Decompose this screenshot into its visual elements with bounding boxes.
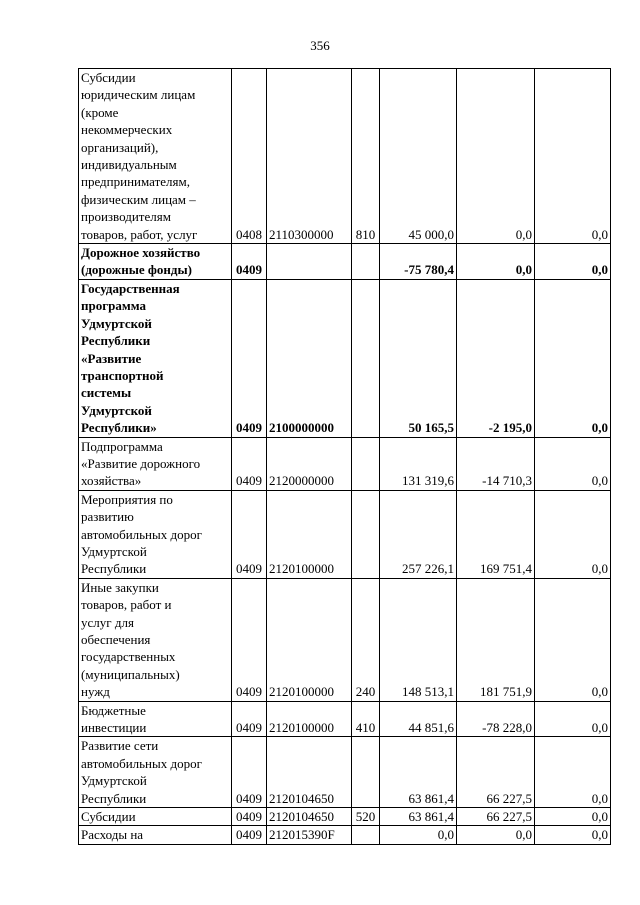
amount-2-cell: 0,0 — [457, 826, 535, 844]
expense-type-cell — [352, 279, 380, 437]
row-name-cell: Развитие сети автомобильных дорог Удмуртской Республики — [79, 737, 232, 808]
target-code-cell: 2120000000 — [267, 437, 352, 490]
amount-2-cell: 66 227,5 — [457, 808, 535, 826]
table-row — [79, 244, 611, 280]
amount-1-cell: 45 000,0 — [380, 69, 457, 244]
amount-3-cell: 0,0 — [535, 244, 611, 280]
table-row — [79, 737, 611, 808]
row-name-cell: Субсидии юридическим лицам (кроме некоммерческих организаций), индивидуальным предпринимателям, физическим лицам – производителям товаров, работ, услуг — [79, 69, 232, 244]
amount-3-cell: 0,0 — [535, 737, 611, 808]
table-row — [79, 490, 611, 578]
expense-type-cell — [352, 244, 380, 280]
amount-1-cell: 63 861,4 — [380, 808, 457, 826]
row-name-cell: Расходы на — [79, 826, 232, 844]
amount-3-cell: 0,0 — [535, 701, 611, 737]
expense-type-cell — [352, 490, 380, 578]
table-row — [79, 437, 611, 490]
row-name-cell: Бюджетные инвестиции — [79, 701, 232, 737]
table-row — [79, 578, 611, 701]
amount-3-cell: 0,0 — [535, 808, 611, 826]
target-code-cell: 2120100000 — [267, 490, 352, 578]
amount-2-cell: -14 710,3 — [457, 437, 535, 490]
target-code-cell: 2100000000 — [267, 279, 352, 437]
target-code-cell: 2120100000 — [267, 701, 352, 737]
expense-type-cell — [352, 437, 380, 490]
table-row — [79, 826, 611, 844]
section-code-cell: 0409 — [232, 578, 267, 701]
amount-1-cell: 0,0 — [380, 826, 457, 844]
table-row — [79, 279, 611, 437]
row-name-cell: Государственная программа Удмуртской Республики «Развитие транспортной системы Удмуртской Республики» — [79, 279, 232, 437]
target-code-cell — [267, 244, 352, 280]
amount-2-cell: -2 195,0 — [457, 279, 535, 437]
section-code-cell: 0409 — [232, 279, 267, 437]
table-row — [79, 69, 611, 244]
expense-type-cell: 520 — [352, 808, 380, 826]
expense-type-cell — [352, 737, 380, 808]
target-code-cell: 2120104650 — [267, 737, 352, 808]
amount-3-cell: 0,0 — [535, 437, 611, 490]
amount-1-cell: 63 861,4 — [380, 737, 457, 808]
budget-table — [78, 68, 611, 845]
table-row — [79, 701, 611, 737]
amount-1-cell: 131 319,6 — [380, 437, 457, 490]
amount-2-cell: 0,0 — [457, 244, 535, 280]
table-row — [79, 808, 611, 826]
row-name-cell: Иные закупки товаров, работ и услуг для обеспечения государственных (муниципальных) нужд — [79, 578, 232, 701]
amount-1-cell: 44 851,6 — [380, 701, 457, 737]
section-code-cell: 0409 — [232, 737, 267, 808]
section-code-cell: 0409 — [232, 437, 267, 490]
row-name-cell: Дорожное хозяйство (дорожные фонды) — [79, 244, 232, 280]
expense-type-cell: 810 — [352, 69, 380, 244]
section-code-cell: 0409 — [232, 490, 267, 578]
amount-3-cell: 0,0 — [535, 69, 611, 244]
amount-2-cell: 181 751,9 — [457, 578, 535, 701]
target-code-cell: 2110300000 — [267, 69, 352, 244]
page-number: 356 — [310, 38, 330, 53]
target-code-cell: 2120104650 — [267, 808, 352, 826]
section-code-cell: 0409 — [232, 701, 267, 737]
amount-1-cell: 148 513,1 — [380, 578, 457, 701]
amount-3-cell: 0,0 — [535, 279, 611, 437]
section-code-cell: 0409 — [232, 826, 267, 844]
amount-3-cell: 0,0 — [535, 578, 611, 701]
row-name-cell: Мероприятия по развитию автомобильных дорог Удмуртской Республики — [79, 490, 232, 578]
section-code-cell: 0409 — [232, 808, 267, 826]
section-code-cell: 0409 — [232, 244, 267, 280]
amount-2-cell: 169 751,4 — [457, 490, 535, 578]
target-code-cell: 2120100000 — [267, 578, 352, 701]
expense-type-cell: 410 — [352, 701, 380, 737]
amount-3-cell: 0,0 — [535, 826, 611, 844]
expense-type-cell: 240 — [352, 578, 380, 701]
target-code-cell: 212015390F — [267, 826, 352, 844]
amount-2-cell: 0,0 — [457, 69, 535, 244]
budget-table-body — [79, 69, 611, 845]
amount-3-cell: 0,0 — [535, 490, 611, 578]
row-name-cell: Подпрограмма «Развитие дорожного хозяйства» — [79, 437, 232, 490]
row-name-cell: Субсидии — [79, 808, 232, 826]
expense-type-cell — [352, 826, 380, 844]
amount-1-cell: 257 226,1 — [380, 490, 457, 578]
amount-2-cell: 66 227,5 — [457, 737, 535, 808]
amount-2-cell: -78 228,0 — [457, 701, 535, 737]
amount-1-cell: -75 780,4 — [380, 244, 457, 280]
amount-1-cell: 50 165,5 — [380, 279, 457, 437]
section-code-cell: 0408 — [232, 69, 267, 244]
